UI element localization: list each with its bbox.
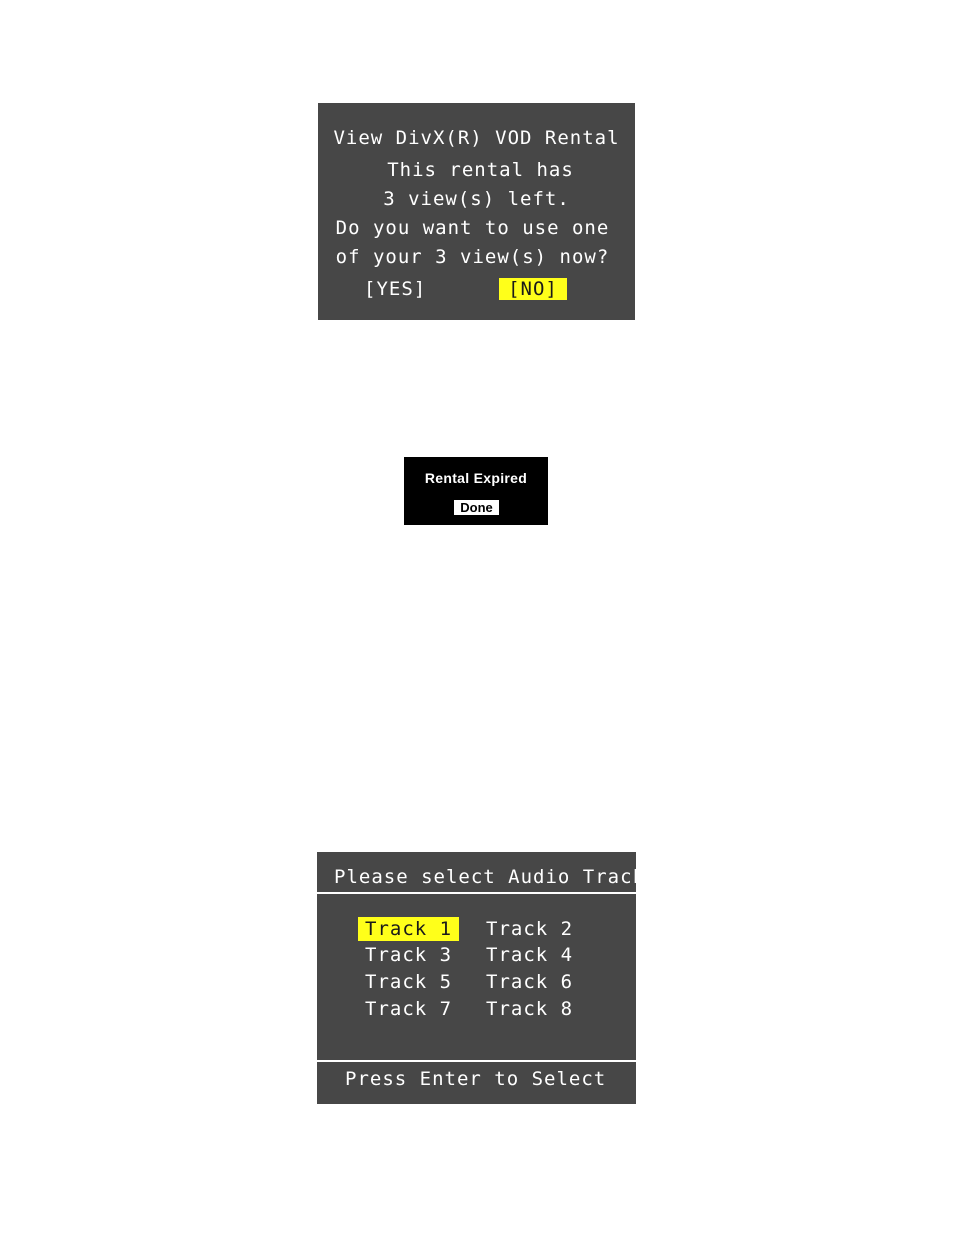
track-option-6[interactable]: Track 6	[486, 971, 574, 993]
track-option-7[interactable]: Track 7	[365, 998, 453, 1020]
track-option-1[interactable]: Track 1	[358, 917, 459, 941]
yes-button[interactable]: [YES]	[364, 278, 427, 300]
rental-dialog-title: View DivX(R) VOD Rental	[333, 127, 620, 149]
track-option-4[interactable]: Track 4	[486, 944, 574, 966]
audio-dialog-title: Please select Audio Track:	[334, 866, 658, 888]
rental-message-line-4: of your 3 view(s) now?	[335, 246, 610, 268]
track-option-3[interactable]: Track 3	[365, 944, 453, 966]
rental-expired-dialog	[404, 457, 548, 525]
audio-track-dialog	[317, 852, 658, 1104]
title-divider	[317, 892, 636, 894]
track-option-5[interactable]: Track 5	[365, 971, 453, 993]
footer-divider	[317, 1060, 636, 1062]
track-option-2[interactable]: Track 2	[486, 918, 574, 940]
done-button[interactable]: Done	[454, 500, 499, 515]
rental-message-line-1: This rental has	[387, 159, 574, 181]
rental-message-line-2: 3 view(s) left.	[383, 188, 570, 210]
rental-expired-title: Rental Expired	[424, 470, 528, 486]
rental-dialog	[318, 103, 635, 320]
audio-dialog-hint: Press Enter to Select	[345, 1068, 607, 1090]
track-option-8[interactable]: Track 8	[486, 998, 574, 1020]
no-button[interactable]: [NO]	[499, 278, 567, 300]
rental-message-line-3: Do you want to use one	[335, 217, 610, 239]
